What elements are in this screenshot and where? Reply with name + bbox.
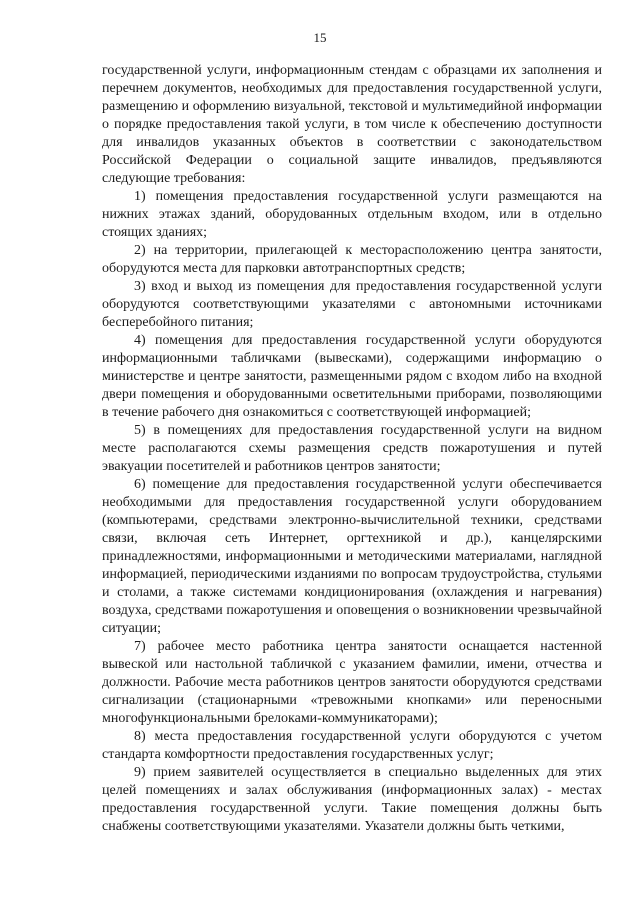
intro-paragraph: государственной услуги, информационным стендам с образцами их заполнения и перечнем документов, необходимых для предоставления государственной услуги, размещению и оформлению визуальной, текстовой и мультимедийной информации о порядке предоставления такой услуги, в том числе к обеспечению доступности для инвалидов указанных объектов в соответствии с законодательством Российской Федерации о социальной защите инвалидов, предъявляются следующие требования:: [102, 63, 602, 186]
requirement-item-8: 8) места предоставления государственной услуги оборудуются с учетом стандарта комфортности предоставления государственных услуг;: [102, 729, 602, 762]
document-body: [102, 62, 602, 836]
requirement-item-3: 3) вход и выход из помещения для предоставления государственной услуги оборудуются соответствующими указателями с автономными источниками бесперебойного питания;: [102, 279, 602, 330]
requirement-item-4: 4) помещения для предоставления государственной услуги оборудуются информационными табличками (вывесками), содержащими информацию о министерстве и центре занятости, размещенными рядом с входом либо на входной двери помещения и оборудованными осветительными приборами, позволяющими в течение рабочего дня ознакомиться с соответствующей информацией;: [102, 333, 602, 420]
requirement-item-9: 9) прием заявителей осуществляется в специально выделенных для этих целей помещениях и залах обслуживания (информационных залах) - местах предоставления государственной услуги. Такие помещения должны быть снабжены соответствующими указателями. Указатели должны быть четкими,: [102, 765, 602, 834]
requirement-item-7: 7) рабочее место работника центра занятости оснащается настенной вывеской или настольной табличкой с указанием фамилии, имени, отчества и должности. Рабочие места работников центров занятости оборудуются средствами сигнализации (стационарными «тревожными кнопками» или переносными многофункциональными брелоками-коммуникаторами);: [102, 639, 602, 726]
requirement-item-2: 2) на территории, прилегающей к месторасположению центра занятости, оборудуются места для парковки автотранспортных средств;: [102, 243, 602, 276]
requirement-item-6: 6) помещение для предоставления государственной услуги обеспечивается необходимыми для предоставления государственной услуги оборудованием (компьютерами, средствами электронно-вычислительной техники, средствами связи, включая сеть Интернет, оргтехникой и др.), канцелярскими принадлежностями, информационными и методическими материалами, наглядной информацией, периодическими изданиями по вопросам трудоустройства, стульями и столами, а также системами кондиционирования (охлаждения и нагревания) воздуха, средствами пожаротушения и оповещения о возникновении чрезвычайной ситуации;: [102, 477, 602, 636]
requirement-item-5: 5) в помещениях для предоставления государственной услуги на видном месте располагаются схемы размещения средств пожаротушения и путей эвакуации посетителей и работников центров занятости;: [102, 423, 602, 474]
requirement-item-1: 1) помещения предоставления государственной услуги размещаются на нижних этажах зданий, оборудованных отдельным входом, или в отдельно стоящих зданиях;: [102, 189, 602, 240]
page-number: 15: [313, 30, 327, 45]
